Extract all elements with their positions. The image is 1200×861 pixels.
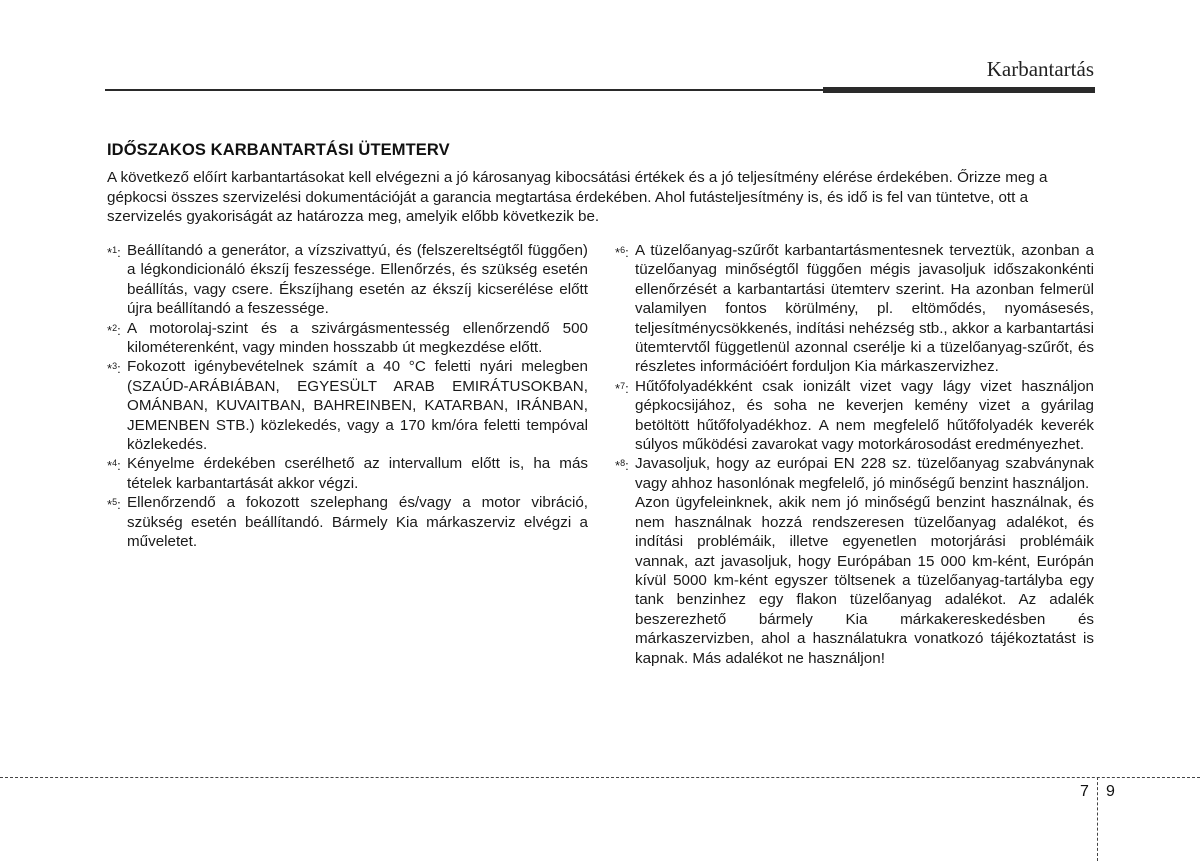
footnote-marker: *$^6$: [615, 245, 629, 260]
footnote-text: Beállítandó a generátor, a vízszivattyú, és (felszereltségtől függően) a légkondicionáló ékszíj feszessége. Ellenőrzés, és szükség esetén beállítás, vagy csere. Ékszíjhang esetén az ékszíj kicserélése előtt újra beállítandó a feszessége. [127, 242, 588, 318]
notes-left-column [107, 241, 588, 552]
footnote-marker: *$^7$: [615, 380, 629, 396]
footnote-text: A tüzelőanyag-szűrőt karbantartásmentesnek terveztük, azonban a tüzelőanyag minőségtől függően mégis javasoljuk időszakonkénti ellenőrzését a karbantartási ütemterv szerint. Ha azonban felmerül valamilyen fontos körülmény, pl. eltömődés, nyomásesés, teljesítménycsökkenés, indítási nehézség stb., akkor a karbantartási ütemtervtől függetlenül azonnal cserélje ki a tüzelőanyag-szűrőt, és részletes információért forduljon Kia márkaszervizhez. [635, 242, 1094, 376]
footer-page-divider [1097, 777, 1098, 861]
footnote-text: Javasoljuk, hogy az európai EN 228 sz. tüzelőanyag szabványnak vagy ahhoz hasonlónak megfelelő, jó minőségű benzint használjon. [635, 455, 1094, 492]
footnote-text: Hűtőfolyadékként csak ionizált vizet vagy lágy vizet használjon gépkocsijához, és soha ne keverjen kemény vizet a gyárilag betöltött hűtőfolyadékhoz. A nem megfelelő hűtőfolyadék keverék súlyos működési zavarokat vagy motorkárosodást eredményezhet. [635, 377, 1094, 454]
footnote-marker: *$^3$: [107, 361, 121, 377]
footnote-5 [107, 493, 588, 551]
footnote-2 [107, 319, 588, 358]
section-title: IDŐSZAKOS KARBANTARTÁSI ÜTEMTERV [107, 141, 450, 159]
footnote-8 [615, 454, 1094, 493]
footnote-text: Fokozott igénybevételnek számít a 40 °C feletti nyári melegben (SZAÚD-ARÁBIÁBAN, EGYESÜLT ARAB EMIRÁTUSOKBAN, OMÁNBAN, KUVAITBAN, BAHREINBEN, KATARBAN, IRÁNBAN, JEMENBEN STB.) közlekedés, vagy a 170 km/óra feletti tempóval közlekedés. [127, 358, 588, 454]
footnote-marker: *$^4$: [107, 458, 121, 474]
section-header-title: Karbantartás [986, 57, 1094, 81]
footnote-7 [615, 377, 1094, 455]
footnote-marker: *$^5$: [107, 497, 121, 513]
footnote-marker: *$^8$: [615, 458, 629, 474]
footnote-4 [107, 454, 588, 493]
header-divider-accent [823, 87, 1095, 93]
chapter-number: 7 [1080, 783, 1089, 800]
footnote-3 [107, 357, 588, 454]
footnote-marker: *$^1$: [107, 245, 121, 260]
intro-paragraph: A következő előírt karbantartásokat kell elvégezni a jó károsanyag kibocsátási értékek és a jó teljesítmény elérése érdekében. Őrizze meg a gépkocsi összes szervizelési dokumentációját a garancia megtartása érdekében. Ahol futásteljesítmény is, és idő is fel van tüntetve, ott a szervizelés gyakoriságát az határozza meg, amelyik előbb következik be. [107, 169, 1048, 226]
notes-right-column [615, 241, 1094, 668]
footnote-text: A motorolaj-szint és a szivárgásmentesség ellenőrzendő 500 kilométerenként, vagy minden hosszabb út megkezdése előtt. [127, 319, 588, 357]
footnote-text: Kényelme érdekében cserélhető az intervallum előtt is, ha más tételek karbantartását akkor végzi. [127, 455, 588, 492]
footnote-text: Ellenőrzendő a fokozott szelephang és/vagy a motor vibráció, szükség esetén beállítandó. Bármely Kia márkaszerviz elvégzi a műveletet. [127, 494, 588, 551]
footer-divider [0, 777, 1200, 778]
footnote-6 [615, 241, 1094, 377]
footnote-1 [107, 241, 588, 319]
footnote-marker: *$^2$: [107, 322, 121, 338]
footnote-8-continuation: Azon ügyfeleinknek, akik nem jó minőségű benzint használnak, és nem használnak hozzá rendszeresen tüzelőanyag adalékot, és indítási problémáik, illetve egyenetlen motorjárási problémáik vannak, azt javasoljuk, hogy Európában 15 000 km-ként, Európán kívül 5000 km-ként egyszer töltsenek a tüzelőanyag-tartályba egy tank benzinhez egy flakon tüzelőanyag adalékot. Az adalék beszerezhető bármely Kia márkakereskedésben és márkaszervizben, ahol a használatukra vonatkozó tájékoztatást is kapnak. Más adalékot ne használjon! [635, 494, 1094, 667]
page-number: 9 [1106, 783, 1115, 800]
